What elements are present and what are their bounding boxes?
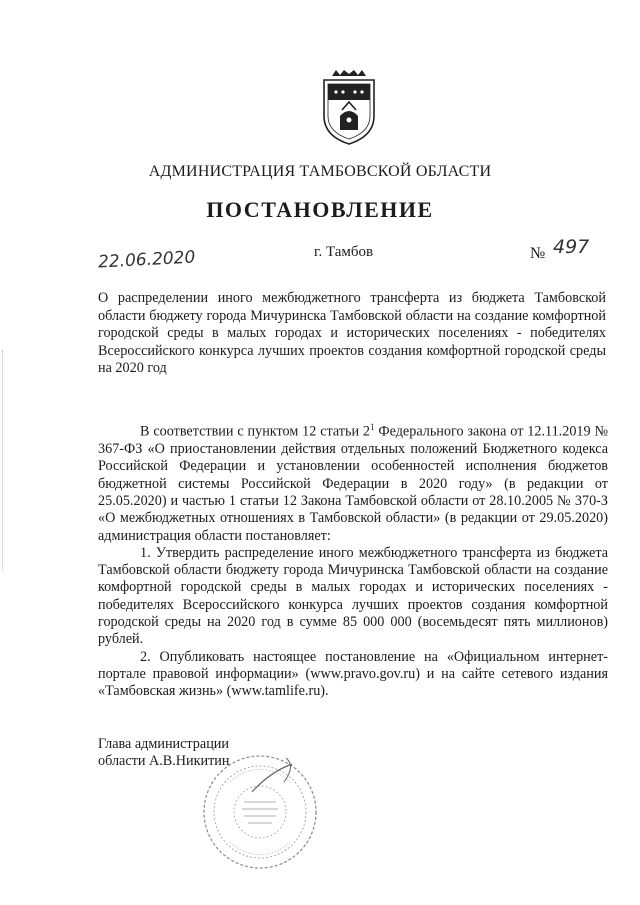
margin-marks: [2, 350, 5, 570]
preamble-paragraph: [98, 419, 608, 545]
signature-name: области А.В.Никитин: [98, 753, 230, 769]
document-body: [98, 419, 608, 700]
document-number: 497: [553, 236, 590, 258]
organization-title: АДМИНИСТРАЦИЯ ТАМБОВСКОЙ ОБЛАСТИ: [148, 163, 492, 180]
preamble-text-b: Федерального закона от 12.11.2019 № 367-ФЗ «О приостановлении действия отдельных положений Бюджетного кодекса Российской Федерации и установлении особенностей исполнения бюджетов бюджетной системы Российской Федерации в 2020 году» (в редакции от 25.05.2020) и частью 1 статьи 12 Закона Тамбовской области от 28.10.2005 № 370-З «О межбюджетных отношениях в Тамбовской области» (в редакции от 29.05.2020) администрация области постановляет:: [98, 423, 608, 544]
document-subject: О распределении иного межбюджетного трансферта из бюджета Тамбовской области бюджету города Мичуринска Тамбовской области на создание комфортной городской среды в малых городах и исторических поселениях - победителях Всероссийского конкурса лучших проектов создания комфортной городской среды на 2020 год: [98, 290, 606, 377]
preamble-superscript: 1: [370, 422, 375, 432]
signature-title: Глава администрации: [98, 736, 229, 752]
document-number-label: №: [530, 245, 546, 262]
document-city: г. Тамбов: [314, 244, 374, 260]
item-1-paragraph: 1. Утвердить распределение иного межбюджетного трансферта из бюджета Тамбовской области бюджету города Мичуринска Тамбовской области на создание комфортной городской среды в малых городах и исторических поселениях - победителях Всероссийского конкурса лучших проектов создания комфортной городской среды на 2020 год в сумме 85 000 000 (восемьдесят пять миллионов) рублей.: [98, 544, 608, 648]
official-seal-stamp: [200, 752, 320, 872]
preamble-text-a: В соответствии с пунктом 12 статьи 2: [140, 423, 371, 440]
document-date: 22.06.2020: [97, 247, 196, 273]
coat-of-arms-icon: [318, 70, 380, 148]
document-type-title: ПОСТАНОВЛЕНИЕ: [206, 197, 434, 222]
item-2-paragraph: 2. Опубликовать настоящее постановление на «Официальном интернет-портале правовой информации» (www.pravo.gov.ru) и на сайте сетевого издания «Тамбовская жизнь» (www.tamlife.ru).: [98, 648, 608, 700]
